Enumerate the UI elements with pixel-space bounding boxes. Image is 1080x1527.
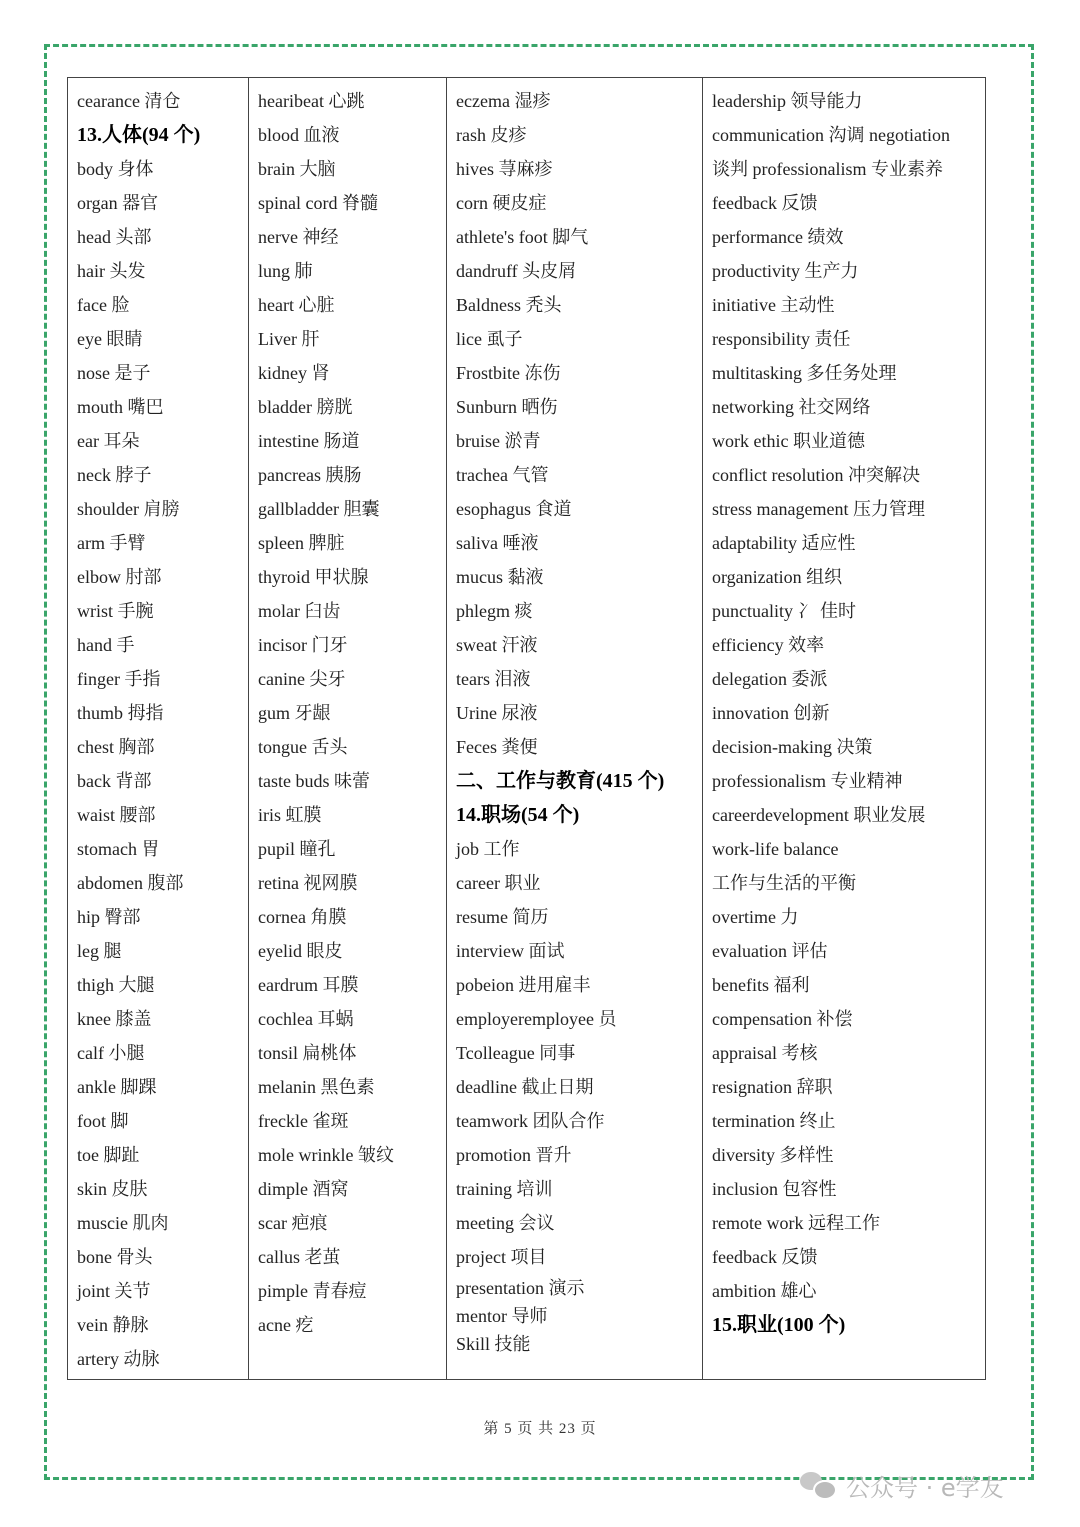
vocab-entry: compensation 补偿 bbox=[712, 1009, 853, 1029]
vocab-entry: tongue 舌头 bbox=[258, 737, 348, 757]
vocab-entry: foot 脚 bbox=[77, 1111, 129, 1131]
vocab-entry: toe 脚趾 bbox=[77, 1145, 140, 1165]
vocab-entry: body 身体 bbox=[77, 159, 154, 179]
vocab-entry: trachea 气管 bbox=[456, 465, 549, 485]
vocab-entry: hip 臀部 bbox=[77, 907, 141, 927]
vocab-entry: presentation 演示 bbox=[456, 1278, 585, 1298]
vocab-entry: Tcolleague 同事 bbox=[456, 1043, 576, 1063]
vocab-entry: saliva 唾液 bbox=[456, 533, 539, 553]
vocab-entry: kidney 肾 bbox=[258, 363, 330, 383]
vocab-entry: job 工作 bbox=[456, 839, 520, 859]
vocab-entry: lung 肺 bbox=[258, 261, 313, 281]
vocab-entry: pancreas 胰肠 bbox=[258, 465, 362, 485]
vocab-entry: abdomen 腹部 bbox=[77, 873, 184, 893]
vocab-entry: organization 组织 bbox=[712, 567, 843, 587]
vocab-entry: professionalism 专业精神 bbox=[712, 771, 903, 791]
vocab-entry: punctuality 冫 佳时 bbox=[712, 601, 856, 621]
vocab-entry: appraisal 考核 bbox=[712, 1043, 818, 1063]
vocab-entry: joint 关节 bbox=[77, 1281, 151, 1301]
vocab-entry: chest 胸部 bbox=[77, 737, 155, 757]
vocab-entry: Baldness 秃头 bbox=[456, 295, 562, 315]
vocab-entry: taste buds 味蕾 bbox=[258, 771, 370, 791]
vocab-entry: innovation 创新 bbox=[712, 703, 830, 723]
vocab-entry: leg 腿 bbox=[77, 941, 122, 961]
vocab-entry: conflict resolution 冲突解决 bbox=[712, 465, 920, 485]
vocab-entry: pobeion 进用雇丰 bbox=[456, 975, 591, 995]
vocab-entry: Frostbite 冻伤 bbox=[456, 363, 561, 383]
vocab-entry: phlegm 痰 bbox=[456, 601, 533, 621]
section-heading: 13.人体(94 个) bbox=[77, 124, 201, 146]
vocab-entry: work ethic 职业道德 bbox=[712, 431, 865, 451]
watermark bbox=[800, 1465, 1004, 1505]
vocab-entry: eardrum 耳膜 bbox=[258, 975, 359, 995]
vocab-entry: thigh 大腿 bbox=[77, 975, 155, 995]
vocab-entry: training 培训 bbox=[456, 1179, 553, 1199]
vocab-entry: hand 手 bbox=[77, 635, 135, 655]
vocab-entry: Liver 肝 bbox=[258, 329, 320, 349]
vocab-entry: career 职业 bbox=[456, 873, 541, 893]
vocab-entry: canine 尖牙 bbox=[258, 669, 346, 689]
vocab-entry: evaluation 评估 bbox=[712, 941, 828, 961]
vocab-entry: waist 腰部 bbox=[77, 805, 156, 825]
vocab-entry: inclusion 包容性 bbox=[712, 1179, 837, 1199]
vocab-entry: efficiency 效率 bbox=[712, 635, 825, 655]
vocab-entry: arm 手臂 bbox=[77, 533, 146, 553]
vocab-entry: ambition 雄心 bbox=[712, 1281, 817, 1301]
vocab-entry: 工作与生活的平衡 bbox=[712, 873, 856, 893]
vocab-entry: networking 社交网络 bbox=[712, 397, 871, 417]
vocab-entry: freckle 雀斑 bbox=[258, 1111, 349, 1131]
vocab-entry: vein 静脉 bbox=[77, 1315, 149, 1335]
vocab-entry: termination 终止 bbox=[712, 1111, 836, 1131]
vocab-entry: spinal cord 脊髓 bbox=[258, 193, 378, 213]
vocab-entry: eye 眼睛 bbox=[77, 329, 143, 349]
vocab-entry: head 头部 bbox=[77, 227, 152, 247]
vocab-entry: dandruff 头皮屑 bbox=[456, 261, 577, 281]
vocab-entry: adaptability 适应性 bbox=[712, 533, 856, 553]
vocab-entry: 谈判 professionalism 专业素养 bbox=[712, 159, 943, 179]
vocab-entry: resignation 辞职 bbox=[712, 1077, 833, 1097]
vocab-entry: ankle 脚踝 bbox=[77, 1077, 157, 1097]
vocab-entry: Urine 尿液 bbox=[456, 703, 538, 723]
vocab-entry: heart 心脏 bbox=[258, 295, 335, 315]
vocab-entry: hives 荨麻疹 bbox=[456, 159, 553, 179]
vocab-entry: delegation 委派 bbox=[712, 669, 828, 689]
vocab-entry: elbow 肘部 bbox=[77, 567, 162, 587]
vocab-entry: rash 皮疹 bbox=[456, 125, 527, 145]
vocab-entry: deadline 截止日期 bbox=[456, 1077, 594, 1097]
vocab-entry: scar 疤痕 bbox=[258, 1213, 328, 1233]
vocab-entry: benefits 福利 bbox=[712, 975, 810, 995]
section-heading: 二、工作与教育(415 个) bbox=[456, 770, 665, 792]
vocab-entry: productivity 生产力 bbox=[712, 261, 859, 281]
vocab-entry: knee 膝盖 bbox=[77, 1009, 152, 1029]
vocab-entry: thyroid 甲状腺 bbox=[258, 567, 369, 587]
vocab-entry: gallbladder 胆囊 bbox=[258, 499, 380, 519]
vocab-entry: responsibility 责任 bbox=[712, 329, 851, 349]
vocab-entry: mole wrinkle 皱纹 bbox=[258, 1145, 394, 1165]
section-heading: 14.职场(54 个) bbox=[456, 804, 580, 826]
vocab-entry: interview 面试 bbox=[456, 941, 565, 961]
wechat-icon bbox=[800, 1470, 836, 1500]
vocab-entry: hair 头发 bbox=[77, 261, 146, 281]
vocab-entry: melanin 黑色素 bbox=[258, 1077, 375, 1097]
vocab-entry: diversity 多样性 bbox=[712, 1145, 834, 1165]
table-column-3 bbox=[447, 78, 703, 1379]
vocab-entry: retina 视网膜 bbox=[258, 873, 358, 893]
vocab-entry: nose 是子 bbox=[77, 363, 151, 383]
vocab-entry: hearibeat 心跳 bbox=[258, 91, 365, 111]
vocab-entry: skin 皮肤 bbox=[77, 1179, 148, 1199]
vocab-entry: stress management 压力管理 bbox=[712, 499, 925, 519]
table-column-2 bbox=[249, 78, 447, 1379]
vocab-entry: decision-making 决策 bbox=[712, 737, 873, 757]
vocab-entry: molar 臼齿 bbox=[258, 601, 341, 621]
vocab-entry: mouth 嘴巴 bbox=[77, 397, 164, 417]
vocab-entry: artery 动脉 bbox=[77, 1349, 160, 1369]
vocab-entry: multitasking 多任务处理 bbox=[712, 363, 897, 383]
vocab-entry: iris 虹膜 bbox=[258, 805, 322, 825]
vocab-entry: mentor 导师 bbox=[456, 1306, 548, 1326]
vocab-entry: nerve 神经 bbox=[258, 227, 339, 247]
vocab-entry: initiative 主动性 bbox=[712, 295, 835, 315]
vocab-entry: teamwork 团队合作 bbox=[456, 1111, 605, 1131]
vocab-entry: esophagus 食道 bbox=[456, 499, 572, 519]
page-number: 第 5 页 共 23 页 bbox=[483, 1421, 597, 1437]
vocab-entry: tears 泪液 bbox=[456, 669, 531, 689]
vocab-entry: callus 老茧 bbox=[258, 1247, 341, 1267]
vocab-entry: face 脸 bbox=[77, 295, 130, 315]
vocab-entry: muscie 肌肉 bbox=[77, 1213, 169, 1233]
vocab-entry: sweat 汗液 bbox=[456, 635, 538, 655]
section-heading: 15.职业(100 个) bbox=[712, 1314, 846, 1336]
vocab-entry: Feces 粪便 bbox=[456, 737, 538, 757]
vocab-entry: bruise 淤青 bbox=[456, 431, 541, 451]
table-column-4 bbox=[703, 78, 985, 1379]
vocab-entry: eczema 湿疹 bbox=[456, 91, 551, 111]
vocab-entry: tonsil 扁桃体 bbox=[258, 1043, 357, 1063]
vocab-entry: Sunburn 晒伤 bbox=[456, 397, 558, 417]
vocab-entry: stomach 胃 bbox=[77, 839, 160, 859]
vocab-entry: lice 虱子 bbox=[456, 329, 523, 349]
vocab-entry: ear 耳朵 bbox=[77, 431, 140, 451]
vocab-entry: communication 沟调 negotiation bbox=[712, 125, 950, 145]
vocab-entry: shoulder 肩膀 bbox=[77, 499, 180, 519]
vocab-entry: feedback 反馈 bbox=[712, 193, 818, 213]
vocab-entry: acne 疙 bbox=[258, 1315, 314, 1335]
vocab-entry: pimple 青春痘 bbox=[258, 1281, 367, 1301]
vocab-entry: thumb 拇指 bbox=[77, 703, 164, 723]
table-column-1 bbox=[68, 78, 249, 1379]
vocab-entry: mucus 黏液 bbox=[456, 567, 544, 587]
vocab-entry: gum 牙龈 bbox=[258, 703, 331, 723]
vocab-entry: performance 绩效 bbox=[712, 227, 844, 247]
vocab-entry: dimple 酒窝 bbox=[258, 1179, 349, 1199]
vocab-entry: cochlea 耳蜗 bbox=[258, 1009, 354, 1029]
vocab-entry: promotion 晋升 bbox=[456, 1145, 572, 1165]
vocab-entry: incisor 门牙 bbox=[258, 635, 348, 655]
vocab-entry: resume 简历 bbox=[456, 907, 549, 927]
vocab-entry: bone 骨头 bbox=[77, 1247, 153, 1267]
vocab-entry: eyelid 眼皮 bbox=[258, 941, 343, 961]
watermark-text: 公众号 · e学友 bbox=[846, 1473, 1004, 1502]
vocab-entry: project 项目 bbox=[456, 1247, 547, 1267]
vocab-entry: bladder 膀胱 bbox=[258, 397, 353, 417]
vocabulary-table bbox=[67, 77, 986, 1380]
vocab-entry: meeting 会议 bbox=[456, 1213, 555, 1233]
vocab-entry: blood 血液 bbox=[258, 125, 340, 145]
vocab-entry: remote work 远程工作 bbox=[712, 1213, 880, 1233]
vocab-entry: back 背部 bbox=[77, 771, 152, 791]
vocab-entry: leadership 领导能力 bbox=[712, 91, 863, 111]
vocab-entry: cornea 角膜 bbox=[258, 907, 347, 927]
vocab-entry: neck 脖子 bbox=[77, 465, 152, 485]
vocab-entry: work-life balance bbox=[712, 839, 839, 859]
vocab-entry: employeremployee 员 bbox=[456, 1009, 617, 1029]
vocab-entry: intestine 肠道 bbox=[258, 431, 360, 451]
vocab-entry: athlete's foot 脚气 bbox=[456, 227, 589, 247]
vocab-entry: Skill 技能 bbox=[456, 1334, 531, 1354]
vocab-entry: pupil 瞳孔 bbox=[258, 839, 336, 859]
vocab-entry: cearance 清仓 bbox=[77, 91, 181, 111]
vocab-entry: brain 大脑 bbox=[258, 159, 336, 179]
vocab-entry: organ 器官 bbox=[77, 193, 159, 213]
vocab-entry: overtime 力 bbox=[712, 907, 799, 927]
vocab-entry: wrist 手腕 bbox=[77, 601, 154, 621]
vocab-entry: spleen 脾脏 bbox=[258, 533, 345, 553]
vocab-entry: finger 手指 bbox=[77, 669, 161, 689]
vocab-entry: feedback 反馈 bbox=[712, 1247, 818, 1267]
vocab-entry: careerdevelopment 职业发展 bbox=[712, 805, 926, 825]
vocab-entry: calf 小腿 bbox=[77, 1043, 145, 1063]
vocab-entry: corn 硬皮症 bbox=[456, 193, 547, 213]
